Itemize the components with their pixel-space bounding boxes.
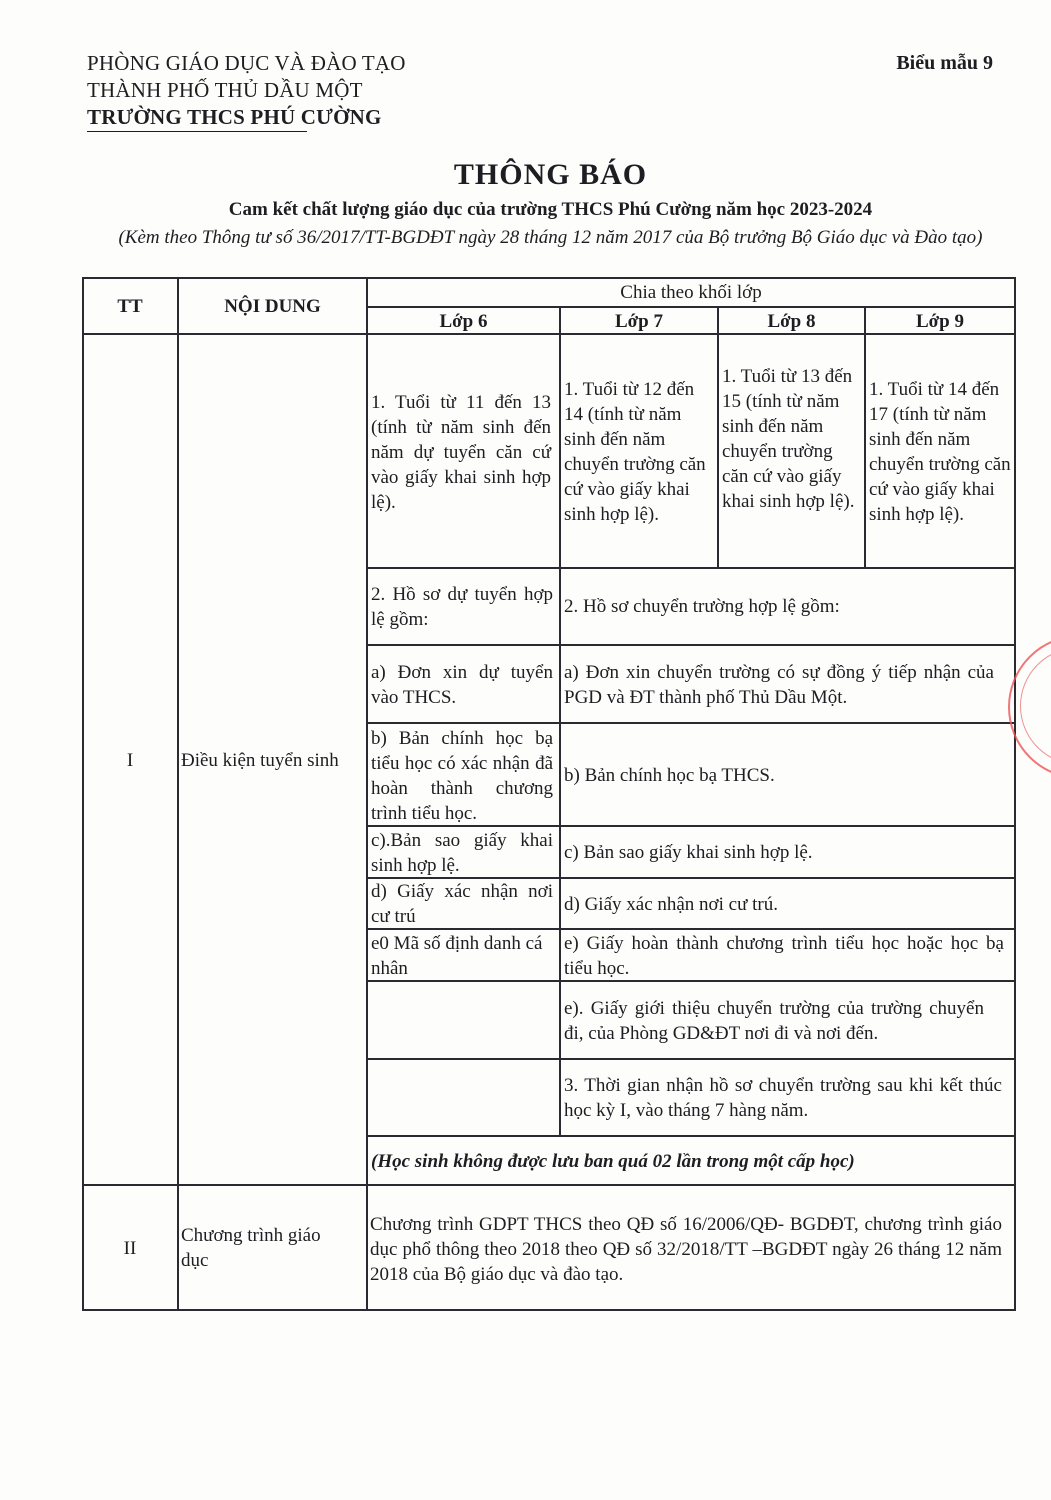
rule-col-g6 bbox=[559, 306, 561, 1136]
docs-right-b: b) Bản chính học bạ THCS. bbox=[564, 765, 775, 786]
rule-col-g7 bbox=[717, 306, 719, 568]
rule-group bbox=[367, 306, 1016, 308]
header-tt: TT bbox=[117, 296, 143, 317]
docs-right-time: 3. Thời gian nhận hồ sơ chuyển trường sau khi kết thúc học kỳ I, vào tháng 7 hàng năm. bbox=[564, 1075, 1002, 1121]
seal-inner-ring bbox=[1020, 647, 1051, 765]
rule-col-content bbox=[366, 277, 368, 1311]
rule-section-2 bbox=[82, 1184, 1016, 1186]
docs-left-c: c).Bản sao giấy khai sinh hợp lệ. bbox=[371, 830, 553, 876]
age-grade-8: 1. Tuổi từ 13 đến 15 (tính từ năm sinh đến năm chuyển trường căn cứ vào giấy khai sinh hợp lệ). bbox=[722, 366, 855, 512]
header-grade-7: Lớp 7 bbox=[614, 311, 663, 332]
form-number: Biểu mẫu 9 bbox=[896, 52, 993, 74]
header-content: NỘI DUNG bbox=[224, 296, 321, 317]
rule-bottom bbox=[82, 1309, 1016, 1311]
docs-left-heading: 2. Hồ sơ dự tuyển hợp lệ gồm: bbox=[371, 584, 553, 630]
docs-left-d: d) Giấy xác nhận nơi cư trú bbox=[371, 881, 553, 927]
rule-top bbox=[82, 277, 1016, 279]
rule-col-right bbox=[1014, 277, 1016, 1311]
document-title: THÔNG BÁO bbox=[453, 158, 648, 191]
rule-row-3 bbox=[367, 722, 1016, 724]
rule-col-g8 bbox=[864, 306, 866, 568]
docs-right-c: c) Bản sao giấy khai sinh hợp lệ. bbox=[564, 842, 813, 863]
docs-right-e2: e). Giấy giới thiệu chuyển trường của trường chuyển đi, của Phòng GD&ĐT nơi đi và nơi đến. bbox=[564, 998, 984, 1044]
section-1-number: I bbox=[126, 750, 134, 771]
header-grade-group: Chia theo khối lớp bbox=[620, 282, 762, 303]
docs-left-b: b) Bản chính học bạ tiểu học có xác nhận đã hoàn thành chương trình tiểu học. bbox=[371, 728, 553, 824]
header-grade-6: Lớp 6 bbox=[439, 311, 488, 332]
document-note: (Kèm theo Thông tư số 36/2017/TT-BGDĐT ngày 28 tháng 12 năm 2017 của Bộ trưởng Bộ Giáo dục và Đào tạo) bbox=[118, 227, 983, 248]
section-2-content: Chương trình GDPT THCS theo QĐ số 16/2006/QĐ- BGDĐT, chương trình giáo dục phổ thông theo 2018 theo QĐ số 32/2018/TT –BGDĐT ngày 26 tháng 12 năm 2018 của Bộ giáo dục và đào tạo. bbox=[370, 1214, 1002, 1285]
docs-right-d: d) Giấy xác nhận nơi cư trú. bbox=[564, 894, 778, 915]
rule-row-1 bbox=[367, 567, 1016, 569]
school-name: TRƯỜNG THCS PHÚ CƯỜNG bbox=[87, 105, 382, 129]
repeat-year-note: (Học sinh không được lưu ban quá 02 lần trong một cấp học) bbox=[371, 1151, 855, 1172]
rule-row-9 bbox=[367, 1135, 1016, 1137]
age-grade-7: 1. Tuổi từ 12 đến 14 (tính từ năm sinh đến năm chuyển trường căn cứ vào giấy khai sinh hợp lệ). bbox=[564, 379, 706, 525]
age-grade-9: 1. Tuổi từ 14 đến 17 (tính từ năm sinh đến năm chuyển trường căn cứ vào giấy khai sinh hợp lệ). bbox=[869, 379, 1011, 525]
section-1-name: Điều kiện tuyển sinh bbox=[181, 750, 339, 771]
section-2-number: II bbox=[123, 1238, 137, 1259]
docs-right-e: e) Giấy hoàn thành chương trình tiểu học hoặc học bạ tiểu học. bbox=[564, 933, 1004, 979]
section-2-name: Chương trình giáo dục bbox=[181, 1225, 321, 1271]
rule-row-2 bbox=[367, 644, 1016, 646]
rule-col-tt bbox=[177, 277, 179, 1311]
header-grade-9: Lớp 9 bbox=[915, 311, 964, 332]
department-line-2: THÀNH PHỐ THỦ DẦU MỘT bbox=[87, 78, 363, 102]
docs-left-a: a) Đơn xin dự tuyển vào THCS. bbox=[371, 662, 553, 708]
age-grade-6: 1. Tuổi từ 11 đến 13 (tính từ năm sinh đến năm dự tuyển căn cứ vào giấy khai sinh hợp lệ). bbox=[371, 392, 551, 513]
docs-right-a: a) Đơn xin chuyển trường có sự đồng ý tiếp nhận của PGD và ĐT thành phố Thủ Dầu Một. bbox=[564, 662, 994, 708]
header-grade-8: Lớp 8 bbox=[767, 311, 816, 332]
docs-left-e: e0 Mã số định danh cá nhân bbox=[371, 933, 543, 979]
rule-row-8 bbox=[367, 1058, 1016, 1060]
docs-right-heading: 2. Hồ sơ chuyển trường hợp lệ gồm: bbox=[564, 596, 840, 617]
rule-col-left bbox=[82, 277, 84, 1311]
document-subtitle: Cam kết chất lượng giáo dục của trường THCS Phú Cường năm học 2023-2024 bbox=[228, 199, 873, 220]
department-line-1: PHÒNG GIÁO DỤC VÀ ĐÀO TẠO bbox=[87, 51, 406, 75]
